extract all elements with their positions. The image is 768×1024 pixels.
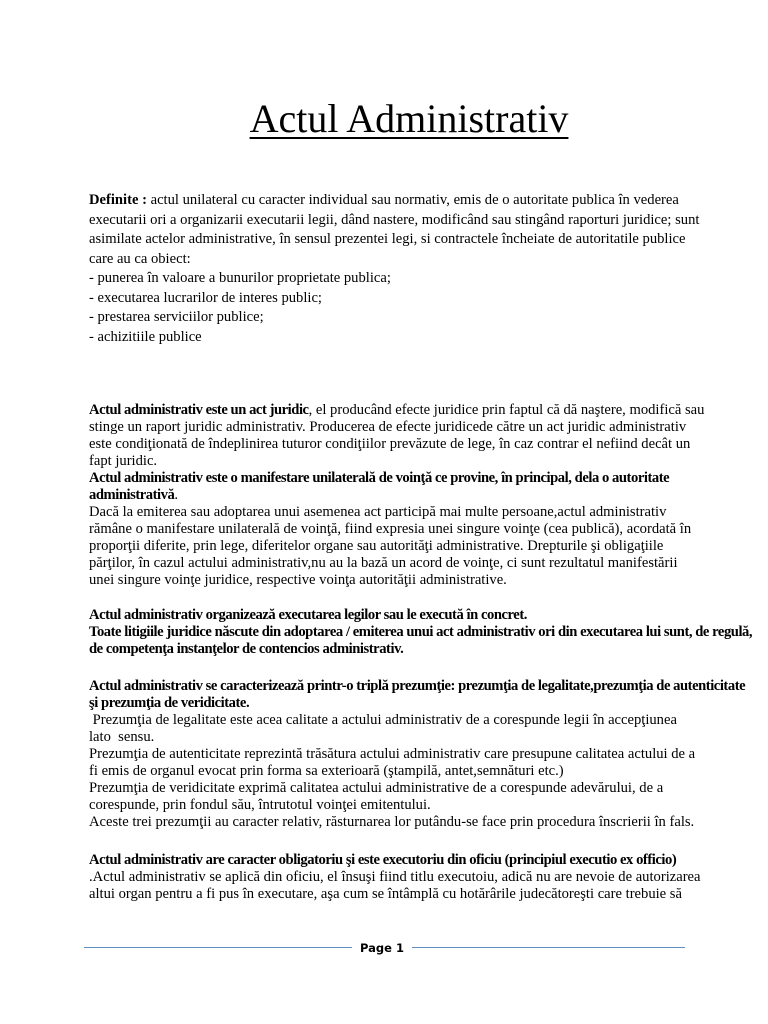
bold-statement-line: Actul administrativ se caracterizează printr-o triplă prezumţie: prezumţia de legalitate,prezumţia de autenticitate [89,678,746,694]
bold-statement-line: Actul administrativ este o manifestare unilaterală de voinţă ce provine, în principal, dela o autoritate [89,470,670,486]
paragraph-line: Prezumţia de veridicitate exprimă calitatea actului administrative de a corespunde adevărului, de a [89,780,664,796]
paragraph-line: .Actul administrativ se aplică din oficiu, el însuşi fiind titlu executoiu, adică nu are nevoie de autorizarea [89,869,701,885]
paragraph-line: fapt juridic. [89,453,158,469]
paragraph-line: Aceste trei prezumţii au caracter relativ, răsturnarea lor putându-se face prin procedura înscrierii în fals. [89,814,695,830]
paragraph-line: Prezumţia de autenticitate reprezintă trăsătura actului administrativ care presupune calitatea actului de a [89,746,696,762]
definition-line: care au ca obiect: [89,250,191,267]
section-executoriu [89,852,729,903]
bold-statement-line: Actul administrativ are caracter obligatoriu şi este executoriu din oficiu (principiul executio ex officio) [89,852,677,868]
paragraph-line [89,402,729,419]
definition-label: Definite : [89,192,147,208]
bold-statement-line: de competenţa instanţelor de contencios administrativ. [89,641,404,657]
definition-first-line [89,191,729,211]
bold-statement-line: şi prezumţia de veridicitate. [89,695,250,711]
definition-text: actul unilateral cu caracter individual sau normativ, emis de o autoritate publica în vederea [146,192,679,208]
paragraph-line: corespunde, prin fondul său, întrutotul voinţei emitentului. [89,797,431,813]
definition-list-item: - punerea în valoare a bunurilor proprietate publica; [89,270,391,286]
paragraph-line: părţilor, în cazul actului administrativ,nu au la bază un acord de voinţe, ci sunt rezultatul manifestării [89,555,678,571]
paragraph-line: este condiţionată de îndeplinirea tuturor condiţiilor prevăzute de lege, în caz contrar el nefiind decât un [89,436,691,452]
bold-statement-line: Toate litigiile juridice născute din adoptarea / emiterea unui act administrativ ori din executarea lui sunt, de regulă, [89,624,753,640]
paragraph-line: fi emis de organul evocat prin forma sa exterioară (ştampilă, antet,semnături etc.) [89,763,564,779]
definition-list-item: - executarea lucrarilor de interes public; [89,289,322,306]
paragraph-line: proporţii diferite, prin lege, diferitelor organe sau autorităţi administrative. Drepturile şi obligaţiile [89,538,664,554]
section-prezumtii [89,678,746,831]
section-act-juridic [89,402,729,589]
paragraph-line: Dacă la emiterea sau adoptarea unui asemenea act participă mai multe persoane,actul administrativ [89,504,667,520]
bold-statement-line: Actul administrativ organizează executarea legilor sau le execută în concret. [89,607,527,623]
bold-statement-line-end [89,487,729,504]
page-number: Page 1 [360,941,404,955]
definition-block [89,191,729,347]
definition-line: executarii ori a organizarii executarii legii, dând nastere, modificând sau stingând raporturi juridice; sunt [89,211,700,228]
period: . [174,487,178,503]
bold-lead: Actul administrativ este un act juridic [89,402,309,418]
definition-list-item: - prestarea serviciilor publice; [89,309,264,325]
definition-list-item: - achizitiile publice [89,328,202,345]
paragraph-line: unei singure voinţe juridice, respective voinţa autorităţii administrative. [89,572,507,588]
bold-statement-word: administrativă [89,487,175,503]
paragraph-line: stinge un raport juridic administrativ. Producerea de efecte juridicede către un act juridic administrativ [89,419,687,435]
paragraph-line: rămâne o manifestare unilaterală de voinţă, fiind expresia unei singure voinţe (cea publică), acordată în [89,521,692,537]
paragraph-line: altui organ pentru a fi pus în executare, aşa cum se întâmplă cu hotărârile judecătoreşti care trebuie să [89,886,682,902]
paragraph-text: , el producând efecte juridice prin faptul că dă naştere, modifică sau [308,402,705,418]
paragraph-line: Prezumţia de legalitate este acea calitate a actului administrativ de a corespunde legii în accepţiunea [89,712,677,728]
document-title: Actul Administrativ [249,96,569,141]
paragraph-line: lato sensu. [89,729,155,745]
section-executarea-legilor [89,607,753,658]
definition-line: asimilate actelor administrative, în sensul prezentei legi, si contractele încheiate de autoritatile publice [89,231,686,247]
